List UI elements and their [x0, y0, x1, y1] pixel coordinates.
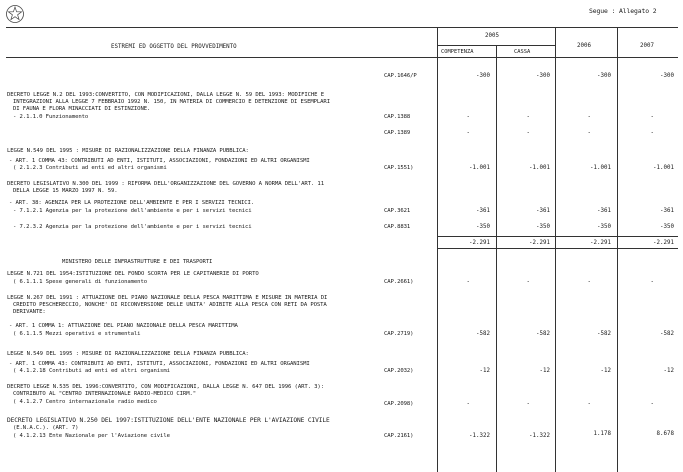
row8-line1: DECRETO LEGGE N.535 DEL 1996:CONVERTITO, CON MODIFICAZIONI, DALLA LEGGE N. 647 DEL 1996 (ART. 3):: [7, 384, 324, 390]
row5-line2: ( 6.1.1.1 Spese generali di funzionamento: [13, 279, 147, 285]
totals-bottom-rule: [437, 248, 678, 249]
row7-cassa: -12: [539, 368, 550, 374]
row5-dash-cassa: -: [526, 279, 530, 285]
row3-2007: -1.001: [653, 165, 674, 171]
competenza-header: COMPETENZA: [441, 49, 474, 55]
total-cassa: -2.291: [529, 240, 550, 246]
row5-dash-2006: -: [587, 279, 591, 285]
row2-dash-cassa-a: -: [526, 114, 530, 120]
year-2007: 2007: [640, 43, 654, 49]
row2-dash-2006-a: -: [587, 114, 591, 120]
row3-line3: ( 2.1.2.3 Contributi ad enti ed altri organismi: [13, 165, 167, 171]
row2-dash-2007-b: -: [650, 130, 654, 136]
totals-top-rule: [437, 236, 678, 237]
row2-line4: - 2.1.1.0 Funzionamento: [13, 114, 89, 120]
row4a-competenza: -361: [476, 208, 490, 214]
row6-line4: - ART. 1 COMMA 1: ATTUAZIONE DEL PIANO NAZIONALE DELLA PESCA MARITTIMA: [9, 323, 238, 329]
row7-2007: -12: [663, 368, 674, 374]
year-2005: 2005: [485, 33, 499, 39]
row4-line1: DECRETO LEGISLATIVO N.300 DEL 1999 : RIFORMA DELL'ORGANIZZAZIONE DEL GOVERNO A NORMA DELL'ART. 11: [7, 181, 324, 187]
row4-cap1: CAP.3621: [384, 208, 411, 214]
row3-2006: -1.001: [590, 165, 611, 171]
row4a-cassa: -361: [536, 208, 550, 214]
row4-line5: - 7.2.3.2 Agenzia per la protezione dell'ambiente e per i servizi tecnici: [13, 224, 252, 230]
row2-dash-2007-a: -: [650, 114, 654, 120]
row1-competenza: -300: [476, 73, 490, 79]
row9-2007: 8.678: [656, 431, 674, 437]
row6-cap: CAP.2719): [384, 331, 414, 337]
row6-line2: CREDITO PESCHERECCIO, NONCHE' DI RICONVERSIONE DELLE UNITA' ADIBITE ALLA PESCA CON RETI DA POSTA: [13, 302, 327, 308]
row7-line1: LEGGE N.549 DEL 1995 : MISURE DI RAZIONALIZZAZIONE DELLA FINANZA PUBBLICA:: [7, 351, 249, 357]
row4a-2006: -361: [597, 208, 611, 214]
row7-competenza: -12: [479, 368, 490, 374]
cassa-header: CASSA: [514, 49, 531, 55]
row6-line5: ( 6.1.1.5 Mezzi operativi e strumentali: [13, 331, 141, 337]
section-title: MINISTERO DELLE INFRASTRUTTURE E DEI TRASPORTI: [62, 259, 213, 265]
republic-emblem-icon: [5, 4, 25, 24]
row1-2007: -300: [660, 73, 674, 79]
row8-cap: CAP.2098): [384, 401, 414, 407]
row7-cap: CAP.2032): [384, 368, 414, 374]
row6-line1: LEGGE N.267 DEL 1991 : ATTUAZIONE DEL PIANO NAZIONALE DELLA PESCA MARITTIMA E MISURE IN MATERIA DI: [7, 295, 328, 301]
row9-line1: DECRETO LEGISLATIVO N.250 DEL 1997:ISTITUZIONE DELL'ENTE NAZIONALE PER L'AVIAZIONE CIVILE: [7, 417, 330, 424]
row2-cap2: CAP.1389: [384, 130, 411, 136]
row9-line3: ( 4.1.2.13 Ente Nazionale per l'Aviazione civile: [13, 433, 170, 439]
row1-cassa: -300: [536, 73, 550, 79]
row2-cap1: CAP.1388: [384, 114, 411, 120]
row6-competenza: -582: [476, 331, 490, 337]
row8-dash-2006: -: [587, 401, 591, 407]
row3-line1: LEGGE N.549 DEL 1995 : MISURE DI RAZIONALIZZAZIONE DELLA FINANZA PUBBLICA:: [7, 148, 249, 154]
row4b-competenza: -350: [476, 224, 490, 230]
row7-2006: -12: [600, 368, 611, 374]
row1-cap: CAP.1646/P: [384, 73, 417, 79]
row4-line2: DELLA LEGGE 15 MARZO 1997 N. 59.: [13, 188, 118, 194]
row3-cassa: -1.001: [529, 165, 550, 171]
row5-dash-2007: -: [650, 279, 654, 285]
col-divider-cassa: [496, 45, 497, 472]
row1-2006: -300: [597, 73, 611, 79]
row8-dash-cassa: -: [526, 401, 530, 407]
row6-line3: DERIVANTE:: [13, 309, 46, 315]
row5-line1: LEGGE N.721 DEL 1954:ISTITUZIONE DEL FONDO SCORTA PER LE CAPITANERIE DI PORTO: [7, 271, 259, 277]
row2-line2: INTEGRAZIONI ALLA LEGGE 7 FEBBRAIO 1992 N. 150, IN MATERIA DI COMMERCIO E DETENZIONE DI ESEMPLARI: [13, 99, 330, 105]
row9-cassa: -1.322: [529, 433, 550, 439]
row2-line1: DECRETO LEGGE N.2 DEL 1993:CONVERTITO, CON MODIFICAZIONI, DALLA LEGGE N. 59 DEL 1993: MODIFICHE E: [7, 92, 324, 98]
total-2006: -2.291: [590, 240, 611, 246]
row9-line2: (E.N.A.C.). (ART. 7): [13, 425, 79, 431]
row8-line3: ( 4.1.2.7 Centro internazionale radio medico: [13, 399, 157, 405]
row2-dash-cassa-b: -: [526, 130, 530, 136]
row7-line2: - ART. 1 COMMA 43: CONTRIBUTI AD ENTI, ISTITUTI, ASSOCIAZIONI, FONDAZIONI ED ALTRI ORGANISMI: [9, 361, 310, 367]
row5-dash-competenza: -: [466, 279, 470, 285]
header-bottom-rule: [6, 57, 678, 58]
row7-line3: ( 4.1.2.18 Contributi ad enti ed altri organismi: [13, 368, 170, 374]
row2-dash-competenza-a: -: [466, 114, 470, 120]
column-title: ESTREMI ED OGGETTO DEL PROVVEDIMENTO: [111, 44, 237, 50]
table-top-border: [6, 27, 678, 28]
row4b-2007: -350: [660, 224, 674, 230]
row6-2006: -582: [597, 331, 611, 337]
row2-line3: DI FAUNA E FLORA MINACCIATI DI ESTINZIONE.: [13, 106, 151, 112]
row2-dash-competenza-b: -: [466, 130, 470, 136]
row9-competenza: -1.322: [469, 433, 490, 439]
total-competenza: -2.291: [469, 240, 490, 246]
row8-dash-2007: -: [650, 401, 654, 407]
row5-cap: CAP.2661): [384, 279, 414, 285]
row9-2006: 1.178: [593, 431, 611, 437]
row8-dash-competenza: -: [466, 401, 470, 407]
year-2006: 2006: [577, 43, 591, 49]
row4b-cassa: -350: [536, 224, 550, 230]
row6-cassa: -582: [536, 331, 550, 337]
row8-line2: CONTRIBUTO AL "CENTRO INTERNAZIONALE RADIO-MEDICO CIRM.": [13, 391, 196, 397]
row2-dash-2006-b: -: [587, 130, 591, 136]
col-divider-2007: [617, 27, 618, 472]
row4a-2007: -361: [660, 208, 674, 214]
row3-cap: CAP.1551): [384, 165, 414, 171]
row4-cap2: CAP.8831: [384, 224, 411, 230]
col-divider-desc: [437, 27, 438, 472]
row4b-2006: -350: [597, 224, 611, 230]
row9-cap: CAP.2161): [384, 433, 414, 439]
total-2007: -2.291: [653, 240, 674, 246]
row6-2007: -582: [660, 331, 674, 337]
row3-competenza: -1.001: [469, 165, 490, 171]
col-divider-2006: [555, 27, 556, 472]
row3-line2: - ART. 1 COMMA 43: CONTRIBUTI AD ENTI, ISTITUTI, ASSOCIAZIONI, FONDAZIONI ED ALTRI ORGANISMI: [9, 158, 310, 164]
row4-line3: - ART. 38: AGENZIA PER LA PROTEZIONE DELL'AMBIENTE E PER I SERVIZI TECNICI.: [9, 200, 255, 206]
page-label: Segue : Allegato 2: [589, 7, 657, 15]
row4-line4: - 7.1.2.1 Agenzia per la protezione dell'ambiente e per i servizi tecnici: [13, 208, 252, 214]
